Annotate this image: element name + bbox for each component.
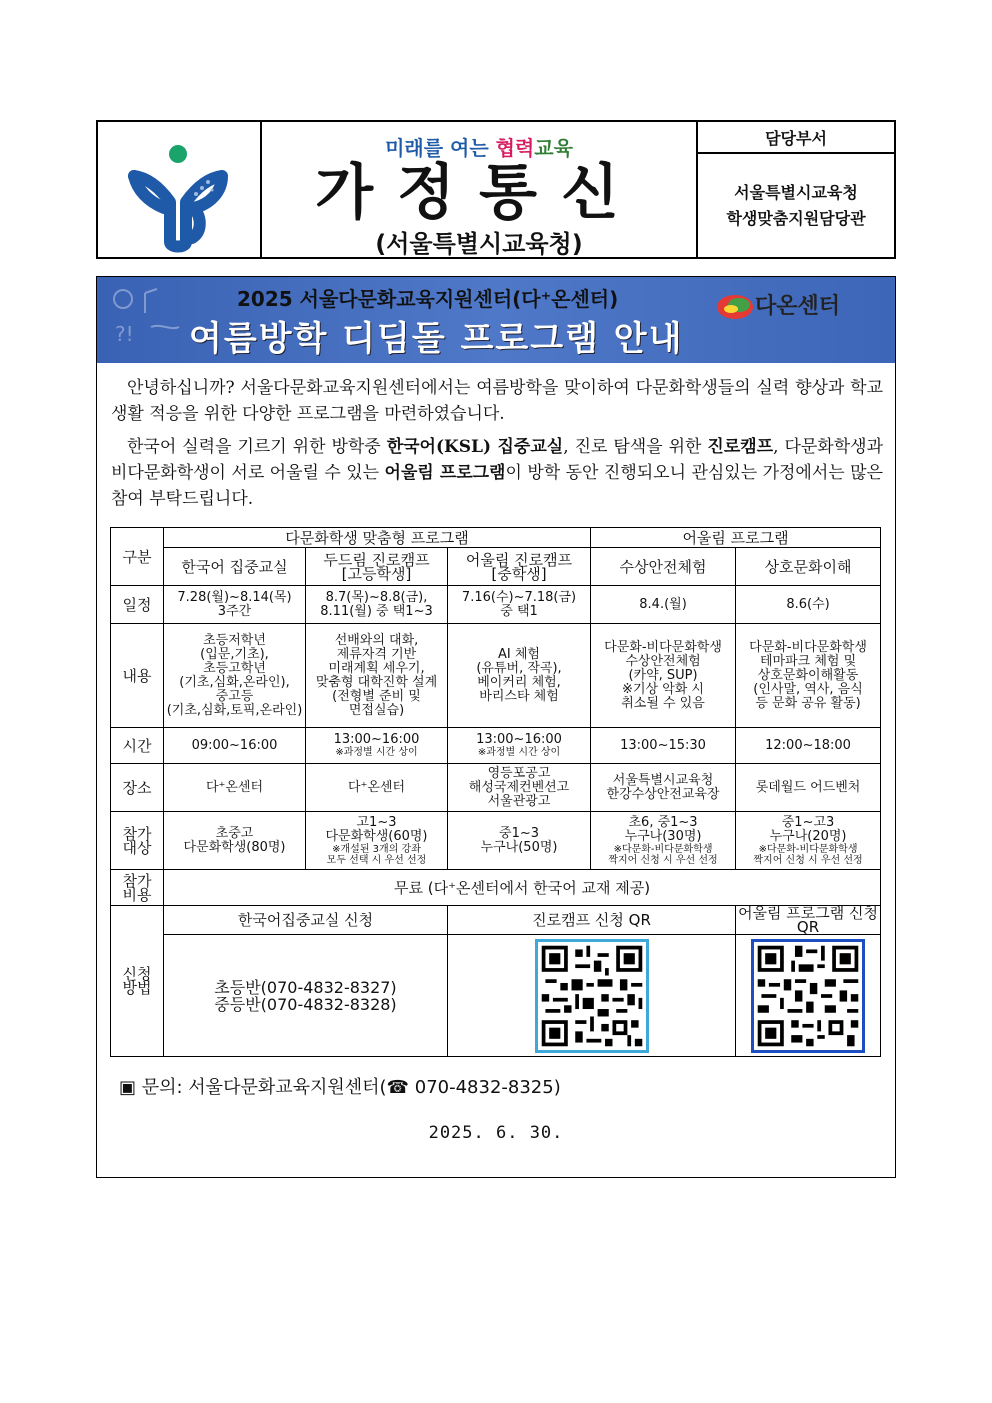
- program-notice: [96, 276, 896, 1178]
- schedule-cell: 7.28(월)~8.14(목) 3주간: [164, 586, 306, 624]
- apply-phone-elementary: 초등반(070-4832-8327): [214, 977, 397, 997]
- apply-phone-cell: [164, 935, 448, 1057]
- program-banner: [97, 277, 895, 363]
- row-target: [111, 812, 881, 870]
- svg-text:?!: ?!: [115, 322, 134, 346]
- time-cell: 13:00~15:30: [591, 728, 736, 764]
- column-dodream-camp: [306, 548, 448, 586]
- column-oullim-label: 어울림 진로캠프 [중학생]: [465, 550, 573, 583]
- row-label-time: 시간: [111, 728, 164, 764]
- page-title: 가정통신: [315, 158, 643, 228]
- row-label-apply: 신청 방법: [111, 906, 164, 1057]
- target-cell: [736, 812, 881, 870]
- target-note: ※다문화-비다문화학생 짝지어 신청 시 우선 선정: [753, 843, 863, 866]
- place-cell: 영등포공고 해성국제컨벤션고 서울관광고: [448, 764, 591, 812]
- letter-header: [96, 120, 896, 259]
- row-label-content: 내용: [111, 624, 164, 728]
- time-note: ※과정별 시간 상이: [477, 747, 561, 758]
- apply-header-camp-qr: 진로캠프 신청 QR: [448, 906, 736, 935]
- intro-highlight-ksl: 한국어(KSL) 집중교실: [386, 437, 564, 457]
- intro-highlight-oullim: 어울림 프로그램: [384, 463, 506, 483]
- target-cell: [591, 812, 736, 870]
- intro-text: 한국어 실력을 기르기 위한 방학중: [127, 437, 387, 457]
- department-box: [698, 122, 894, 257]
- inquiry-suffix: ): [553, 1077, 561, 1098]
- row-label-fee: 참가 비용: [111, 870, 164, 906]
- page-subtitle: (서울특별시교육청): [375, 230, 583, 258]
- target-note: ※다문화-비다문화학생 짝지어 신청 시 우선 선정: [608, 843, 718, 866]
- column-intercultural: 상호문화이해: [736, 548, 881, 586]
- row-place: [111, 764, 881, 812]
- banner-line-2: 여름방학 디딤돌 프로그램 안내: [189, 319, 684, 359]
- music-notes-decoration-icon: [105, 283, 185, 357]
- row-label-schedule: 일정: [111, 586, 164, 624]
- time-cell: 09:00~16:00: [164, 728, 306, 764]
- time-cell: 12:00~18:00: [736, 728, 881, 764]
- header-division: 구분: [111, 528, 164, 586]
- intro-paragraph-1: 안녕하십니까? 서울다문화교육지원센터에서는 여름방학을 맞이하여 다문화학생들의 실력 향상과 학교 생활 적응을 위한 다양한 프로그램을 마련하였습니다.: [111, 378, 883, 424]
- content-cell: AI 체험 (유튜버, 작곡), 베이커리 체험, 바리스타 체험: [448, 624, 591, 728]
- seoul-logo-icon: [98, 122, 256, 257]
- inquiry-prefix: ▣ 문의: 서울다문화교육지원센터(: [119, 1077, 387, 1098]
- content-cell: 선배와의 대화, 제류자격 기반 미래계획 세우기, 맞춤형 대학진학 설계 (전형별 준비 및 면접실습): [306, 624, 448, 728]
- column-dodream-label: 두드림 진로캠프 [고등학생]: [323, 550, 430, 583]
- row-schedule: [111, 586, 881, 624]
- target-cell: 초중고 다문화학생(80명): [164, 812, 306, 870]
- place-cell: 롯데월드 어드벤처: [736, 764, 881, 812]
- target-cell: 중1~3 누구나(50명): [448, 812, 591, 870]
- department-label: 담당부서: [698, 122, 894, 154]
- fee-cell: 무료 (다⁺온센터에서 한국어 교재 제공): [164, 870, 881, 906]
- content-cell: 다문화-비다문화학생 수상안전체험 (카약, SUP) ※기상 악화 시 취소될 수 있음: [591, 624, 736, 728]
- time-cell: [448, 728, 591, 764]
- row-label-target: 참가 대상: [111, 812, 164, 870]
- target-value: 초6, 중1~3 누구나(30명): [624, 814, 702, 844]
- banner-line-1: 2025 서울다문화교육지원센터(다⁺온센터): [237, 287, 619, 311]
- intro-text: 이 방학 동안 진행되오니 관심있는 가정에서는 많은 참여 부탁드립니다.: [111, 463, 883, 509]
- time-note: ※과정별 시간 상이: [335, 747, 418, 758]
- target-value: 중1~고3 누구나(20명): [769, 814, 847, 844]
- oullim-qr-code-icon[interactable]: [751, 939, 865, 1053]
- row-label-place: 장소: [111, 764, 164, 812]
- intro-text: , 진로 탐색을 위한: [563, 437, 708, 457]
- apply-header-korean: 한국어집중교실 신청: [164, 906, 448, 935]
- camp-qr-cell[interactable]: [448, 935, 736, 1057]
- oullim-qr-cell[interactable]: [736, 935, 881, 1057]
- column-water-safety: 수상안전체험: [591, 548, 736, 586]
- header-slogan: [262, 132, 696, 161]
- schedule-cell: 7.16(수)~7.18(금) 중 택1: [448, 586, 591, 624]
- place-cell: 다⁺온센터: [306, 764, 448, 812]
- header-group-multicultural: 다문화학생 맞춤형 프로그램: [164, 528, 591, 548]
- target-cell: [306, 812, 448, 870]
- row-fee: [111, 870, 881, 906]
- place-cell: 서울특별시교육청 한강수상안전교육장: [591, 764, 736, 812]
- content-cell: 다문화-비다문화학생 테마파크 체험 및 상호문화이해활동 (인사말, 역사, 음식 등 문화 공유 활동): [736, 624, 881, 728]
- camp-qr-code-icon[interactable]: [535, 939, 649, 1053]
- place-cell: 다⁺온센터: [164, 764, 306, 812]
- time-value: 13:00~16:00: [476, 732, 562, 747]
- intro-paragraph-2: [111, 434, 883, 512]
- program-table: [110, 527, 881, 1057]
- time-value: 13:00~16:00: [333, 732, 420, 747]
- header-group-oullim: 어울림 프로그램: [591, 528, 881, 548]
- target-value: 고1~3 다문화학생(60명): [325, 814, 428, 844]
- apply-phone-secondary: 중등반(070-4832-8328): [214, 994, 397, 1014]
- column-oullim-camp: [448, 548, 591, 586]
- row-time: [111, 728, 881, 764]
- department-line-2: 학생맞춤지원담당관: [726, 208, 866, 228]
- row-content: [111, 624, 881, 728]
- inquiry-phone[interactable]: ☎ 070-4832-8325: [386, 1077, 554, 1098]
- content-cell: 초등저학년 (입문,기초), 초등고학년 (기초,심화,온라인), 중고등 (기초,심화,토픽,온라인): [164, 624, 306, 728]
- schedule-cell: 8.7(목)~8.8(금), 8.11(월) 중 택1~3: [306, 586, 448, 624]
- daon-center-logo-text: 다온센터: [755, 294, 841, 319]
- column-korean-intensive: 한국어 집중교실: [164, 548, 306, 586]
- inquiry-line: [119, 1073, 561, 1099]
- schedule-cell: 8.4.(월): [591, 586, 736, 624]
- schedule-cell: 8.6(수): [736, 586, 881, 624]
- row-apply: [111, 935, 881, 1057]
- time-cell: [306, 728, 448, 764]
- target-note: ※개설된 3개의 강좌 모두 선택 시 우선 선정: [326, 843, 427, 866]
- seoul-education-logo: [98, 122, 262, 257]
- intro-text: , 다문화학생과 비다문화학생이 서로 어울릴 수 있는: [111, 437, 883, 483]
- slogan-part-3: 교육: [534, 136, 573, 160]
- row-apply-header: [111, 906, 881, 935]
- apply-header-oullim-qr: 어울림 프로그램 신청 QR: [736, 906, 881, 935]
- slogan-part-2: 협력: [495, 136, 535, 160]
- intro-highlight-camp: 진로캠프: [707, 437, 774, 457]
- slogan-part-1: 미래를 여는: [385, 136, 489, 160]
- department-line-1: 서울특별시교육청: [734, 182, 858, 202]
- issue-date: 2025. 6. 30.: [428, 1123, 564, 1143]
